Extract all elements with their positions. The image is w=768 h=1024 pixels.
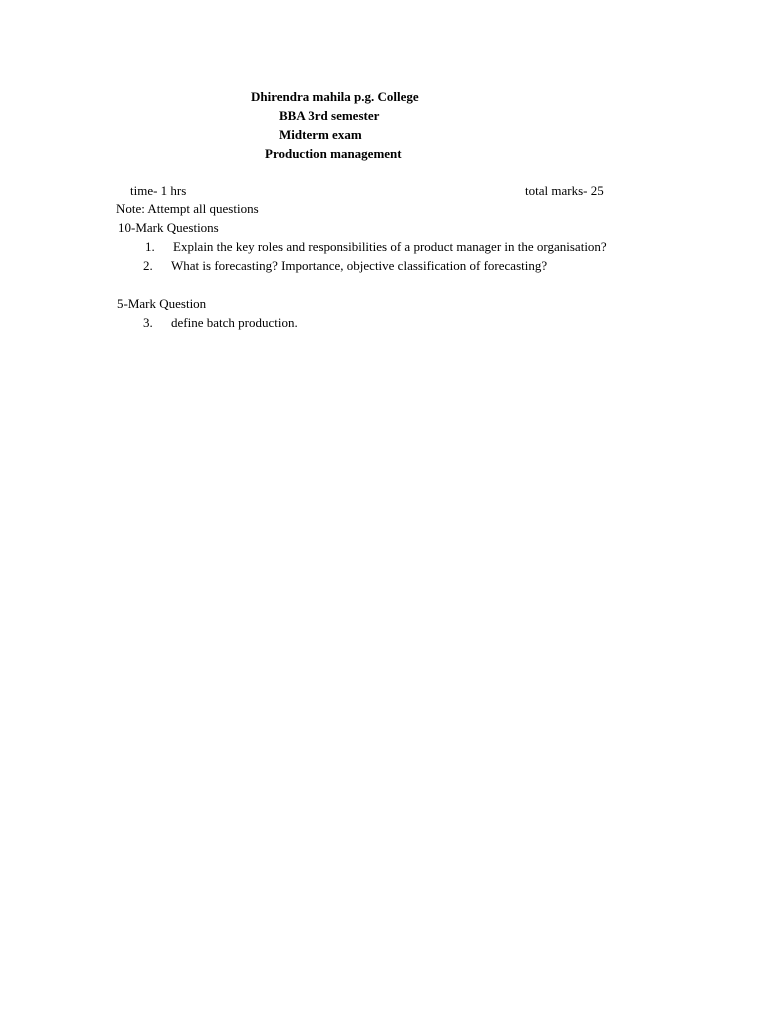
question-text: What is forecasting? Importance, objective classification of forecasting? (171, 258, 548, 273)
section-heading-10-mark: 10-Mark Questions (118, 220, 219, 235)
question-number: 3. (143, 315, 153, 330)
exam-time: time- 1 hrs (130, 183, 187, 198)
question-text: Explain the key roles and responsibilities of a product manager in the organisation? (173, 239, 607, 254)
total-marks: total marks- 25 (525, 183, 604, 198)
question-text: define batch production. (171, 315, 298, 330)
semester-title: BBA 3rd semester (279, 108, 380, 123)
subject-title: Production management (265, 146, 402, 161)
exam-note: Note: Attempt all questions (116, 201, 259, 216)
question-number: 1. (145, 239, 155, 254)
exam-title: Midterm exam (279, 127, 362, 142)
question-number: 2. (143, 258, 153, 273)
college-title: Dhirendra mahila p.g. College (251, 89, 419, 104)
section-heading-5-mark: 5-Mark Question (117, 296, 207, 311)
